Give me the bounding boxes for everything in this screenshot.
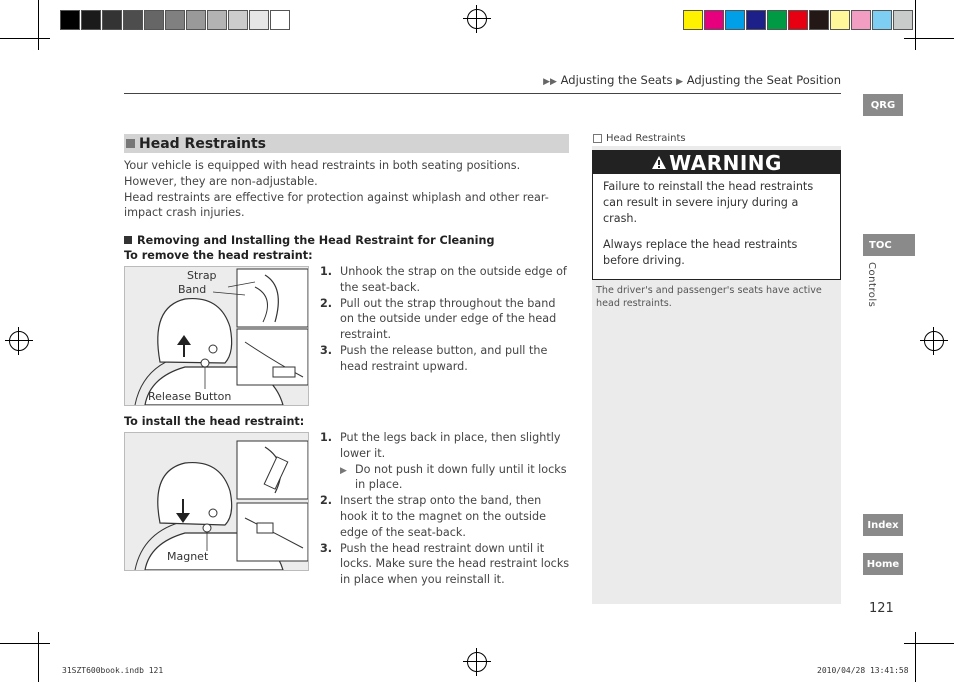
step-item [320, 264, 570, 296]
color-swatch [123, 10, 143, 30]
square-bullet-icon [124, 236, 132, 244]
color-swatch [207, 10, 227, 30]
color-swatch [228, 10, 248, 30]
step-number: 1. [320, 265, 333, 278]
head-restraint-removal-illustration [125, 267, 308, 405]
crop-mark [0, 38, 50, 39]
step-note-text: Do not push it down fully until it locks in place. [355, 462, 567, 492]
color-swatch [788, 10, 808, 30]
crop-mark [0, 643, 50, 644]
toc-tab[interactable]: TOC [863, 234, 915, 256]
breadcrumb-arrow-icon: ▶ [676, 77, 684, 87]
qrg-tab[interactable]: QRG [863, 94, 903, 116]
remove-steps-list [320, 264, 570, 375]
color-swatch [767, 10, 787, 30]
reference-icon [593, 134, 602, 143]
footer-timestamp: 2010/04/28 13:41:58 [817, 666, 909, 675]
step-number: 2. [320, 494, 333, 508]
crop-mark [38, 0, 39, 50]
sidebar-note: The driver's and passenger's seats have active head restraints. [596, 285, 822, 309]
color-swatch [851, 10, 871, 30]
crop-mark [915, 632, 916, 682]
registration-mark [463, 648, 491, 676]
remove-head-restraint-figure [124, 266, 309, 406]
step-text: Pull out the strap throughout the band on the outside under edge of the head restraint. [340, 296, 557, 342]
warning-text [593, 174, 840, 269]
step-text: Put the legs back in place, then slightly lower it. [340, 431, 561, 460]
crop-mark [904, 38, 954, 39]
step-text: Insert the strap onto the band, then hook it to the magnet on the outside edge of the seat-back. [340, 494, 546, 539]
color-swatch [704, 10, 724, 30]
color-swatch [893, 10, 913, 30]
warning-text-1: Failure to reinstall the head restraints can result in severe injury during a crash. [603, 180, 814, 225]
color-swatch [746, 10, 766, 30]
registration-mark [920, 327, 948, 355]
color-swatch [683, 10, 703, 30]
step-item [320, 493, 570, 540]
breadcrumb-item-seats[interactable]: Adjusting the Seats [560, 73, 673, 87]
step-text: Push the head restraint down until it locks. Make sure the head restraint locks in place when you reinstall it. [340, 541, 570, 587]
intro-paragraph [124, 158, 564, 221]
step-text: Unhook the strap on the outside edge of the seat-back. [340, 265, 567, 294]
step-item [320, 541, 570, 588]
controls-chapter-label: Controls [866, 262, 877, 308]
registration-mark [463, 5, 491, 33]
color-swatch [872, 10, 892, 30]
color-swatch [830, 10, 850, 30]
sidebar-title: Head Restraints [592, 130, 841, 146]
color-swatch [81, 10, 101, 30]
gray-color-bars [60, 10, 291, 30]
step-item [320, 430, 570, 462]
color-bars [683, 10, 914, 30]
step-number: 1. [320, 431, 333, 444]
remove-title: To remove the head restraint: [124, 249, 313, 262]
color-swatch [270, 10, 290, 30]
section-title [124, 134, 569, 153]
step-item [320, 296, 570, 343]
home-tab[interactable]: Home [863, 553, 903, 575]
warning-label: WARNING [669, 150, 782, 175]
warning-header [593, 151, 840, 174]
intro-text-2: Head restraints are effective for protection against whiplash and other rear-impact crash injuries. [124, 190, 549, 220]
step-number: 2. [320, 296, 333, 310]
note-arrow-icon: ▶ [340, 465, 347, 476]
step-text: Push the release button, and pull the head restraint upward. [340, 343, 548, 373]
release-button-label: Release Button [148, 390, 232, 403]
color-swatch [249, 10, 269, 30]
breadcrumb-arrow-icon: ▶▶ [543, 77, 557, 87]
color-swatch [60, 10, 80, 30]
index-tab[interactable]: Index [863, 514, 903, 536]
crop-mark [38, 632, 39, 682]
color-swatch [809, 10, 829, 30]
breadcrumb-item-seat-position[interactable]: Adjusting the Seat Position [686, 73, 841, 87]
footer-file-info: 31SZT600book.indb 121 [62, 666, 164, 675]
install-head-restraint-figure [124, 432, 309, 571]
magnet-label: Magnet [167, 550, 209, 563]
crop-mark [904, 643, 954, 644]
section-title-text: Head Restraints [139, 135, 266, 152]
strap-label: Strap [187, 269, 217, 282]
color-swatch [186, 10, 206, 30]
intro-text-1: Your vehicle is equipped with head restraints in both seating positions. However, they are non-adjustable. [124, 159, 521, 188]
step-number: 3. [320, 541, 333, 555]
color-swatch [725, 10, 745, 30]
warning-triangle-icon [651, 151, 667, 175]
crop-mark [915, 0, 916, 50]
breadcrumb [543, 73, 841, 87]
install-title: To install the head restraint: [124, 415, 305, 428]
warning-text-2: Always replace the head restraints before driving. [603, 238, 798, 267]
head-restraint-install-illustration [125, 433, 308, 570]
page-number: 121 [869, 601, 894, 616]
step-note [320, 462, 570, 494]
color-swatch [144, 10, 164, 30]
step-number: 3. [320, 343, 333, 357]
registration-mark [5, 327, 33, 355]
header-divider [124, 93, 841, 94]
band-label: Band [178, 283, 207, 296]
color-swatch [102, 10, 122, 30]
color-swatch [165, 10, 185, 30]
subsection-title: Removing and Installing the Head Restraint for Cleaning [124, 234, 494, 247]
warning-box [592, 150, 841, 280]
install-steps-list [320, 430, 570, 588]
square-bullet-icon [126, 139, 135, 148]
step-item [320, 343, 570, 375]
